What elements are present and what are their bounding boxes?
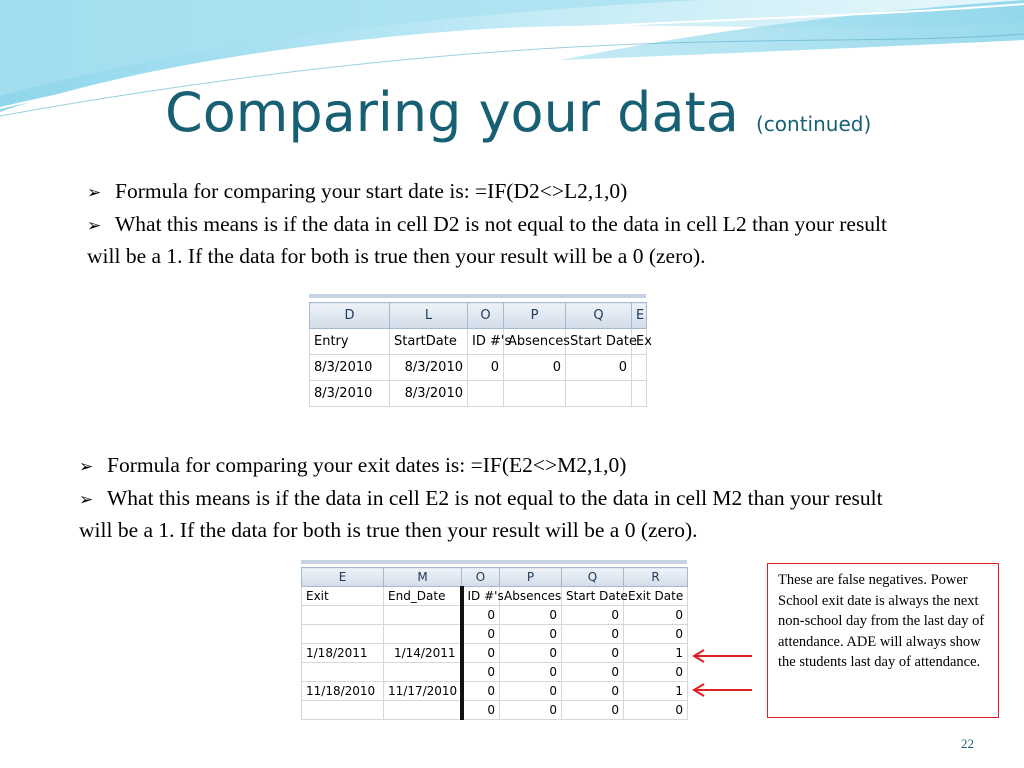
cell[interactable]: 0 — [462, 701, 500, 720]
cell[interactable]: 0 — [500, 625, 562, 644]
arrow-bullet-icon: ➢ — [87, 183, 102, 203]
cell[interactable]: 0 — [624, 625, 688, 644]
table-row — [302, 625, 688, 644]
header-row — [302, 587, 688, 606]
column-letter[interactable]: O — [462, 568, 500, 587]
column-letter-row — [302, 568, 688, 587]
cell[interactable]: 0 — [500, 644, 562, 663]
cell[interactable]: ID #'s — [462, 587, 500, 606]
cell[interactable]: Entry — [310, 329, 390, 355]
column-letter-row — [310, 303, 647, 329]
exit-date-spreadsheet — [301, 567, 688, 720]
cell[interactable]: Exit — [302, 587, 384, 606]
column-letter[interactable]: Q — [562, 568, 624, 587]
arrow-bullet-icon: ➢ — [79, 457, 94, 477]
cell[interactable] — [384, 663, 462, 682]
table-row — [302, 663, 688, 682]
cell[interactable]: 8/3/2010 — [310, 355, 390, 381]
cell[interactable] — [504, 381, 566, 407]
cell[interactable]: 1 — [624, 644, 688, 663]
cell[interactable]: 1/18/2011 — [302, 644, 384, 663]
false-negative-note: These are false negatives. Power School exit date is always the next non-school day from the last day of attendance. ADE will always show the students last day of attendance. — [767, 563, 999, 718]
start-date-spreadsheet — [309, 302, 652, 407]
table-row — [302, 606, 688, 625]
cell[interactable]: ID #'s — [468, 329, 504, 355]
cell[interactable]: 0 — [562, 682, 624, 701]
table-row — [310, 381, 647, 407]
cell[interactable]: End_Date — [384, 587, 462, 606]
cell[interactable] — [468, 381, 504, 407]
cell[interactable]: 0 — [562, 701, 624, 720]
arrow-bullet-icon: ➢ — [87, 215, 102, 236]
column-letter[interactable]: P — [504, 303, 566, 329]
column-letter[interactable]: L — [390, 303, 468, 329]
sheet-top-border — [309, 294, 646, 298]
cell[interactable]: Exit Date — [624, 587, 688, 606]
column-letter[interactable]: M — [384, 568, 462, 587]
cell[interactable]: 0 — [468, 355, 504, 381]
cell[interactable]: StartDate — [390, 329, 468, 355]
page-number: 22 — [961, 736, 974, 751]
cell[interactable]: 1 — [624, 682, 688, 701]
cell[interactable] — [384, 606, 462, 625]
header-row — [310, 329, 647, 355]
cell[interactable]: 0 — [462, 606, 500, 625]
bullet-item — [79, 483, 899, 546]
column-letter[interactable]: D — [310, 303, 390, 329]
start-date-bullets — [87, 176, 907, 272]
cell[interactable]: 8/3/2010 — [390, 381, 468, 407]
bullet-item — [87, 176, 907, 209]
sheet-top-border — [301, 560, 687, 564]
arrow-bullet-icon: ➢ — [79, 489, 94, 510]
cell[interactable]: Start Date — [562, 587, 624, 606]
cell[interactable]: Absences — [504, 329, 566, 355]
cell[interactable]: 11/17/2010 — [384, 682, 462, 701]
cell[interactable]: 0 — [500, 663, 562, 682]
cell[interactable]: 0 — [462, 682, 500, 701]
table-row — [310, 355, 647, 381]
cell[interactable]: 0 — [562, 606, 624, 625]
cell[interactable]: 0 — [500, 682, 562, 701]
bullet-item — [79, 450, 899, 483]
title-continued: (continued) — [755, 112, 872, 136]
cell[interactable]: 0 — [462, 663, 500, 682]
cell[interactable] — [302, 701, 384, 720]
cell[interactable]: Ex — [632, 329, 647, 355]
column-letter[interactable]: E — [632, 303, 647, 329]
cell[interactable]: 0 — [562, 644, 624, 663]
cell[interactable] — [384, 625, 462, 644]
column-letter[interactable]: Q — [566, 303, 632, 329]
table-row — [302, 682, 688, 701]
cell[interactable]: 0 — [500, 606, 562, 625]
bullet-text: Formula for comparing your start date is: =IF(D2<>L2,1,0) — [115, 179, 628, 203]
cell[interactable]: 0 — [462, 644, 500, 663]
cell[interactable]: Start Date — [566, 329, 632, 355]
column-letter[interactable]: R — [624, 568, 688, 587]
cell[interactable]: 0 — [562, 625, 624, 644]
table-row — [302, 644, 688, 663]
red-arrow-icon — [690, 682, 754, 698]
bullet-text: What this means is if the data in cell E2 is not equal to the data in cell M2 than your result will be a 1. If the data for both is true then your result will be a 0 (zero). — [79, 485, 883, 542]
table-row — [302, 701, 688, 720]
cell[interactable] — [632, 355, 647, 381]
cell[interactable]: 0 — [500, 701, 562, 720]
red-arrow-icon — [690, 648, 754, 664]
cell[interactable]: 8/3/2010 — [390, 355, 468, 381]
cell[interactable] — [632, 381, 647, 407]
title-main: Comparing your data — [165, 81, 739, 144]
cell[interactable]: 0 — [624, 663, 688, 682]
column-letter[interactable]: O — [468, 303, 504, 329]
cell[interactable]: 0 — [624, 701, 688, 720]
cell[interactable]: 0 — [504, 355, 566, 381]
bullet-item — [87, 209, 907, 272]
cell[interactable]: 8/3/2010 — [310, 381, 390, 407]
cell[interactable] — [302, 663, 384, 682]
cell[interactable] — [302, 625, 384, 644]
cell[interactable]: Absences — [500, 587, 562, 606]
cell[interactable] — [384, 701, 462, 720]
column-letter[interactable]: E — [302, 568, 384, 587]
cell[interactable]: 0 — [566, 355, 632, 381]
cell[interactable] — [302, 606, 384, 625]
bullet-text: Formula for comparing your exit dates is: =IF(E2<>M2,1,0) — [107, 453, 627, 477]
slide-title — [165, 78, 871, 159]
column-letter[interactable]: P — [500, 568, 562, 587]
cell[interactable]: 11/18/2010 — [302, 682, 384, 701]
bullet-text: What this means is if the data in cell D2 is not equal to the data in cell L2 than your result will be a 1. If the data for both is true then your result will be a 0 (zero). — [87, 211, 888, 268]
cell[interactable]: 1/14/2011 — [384, 644, 462, 663]
exit-date-bullets — [79, 450, 899, 546]
cell[interactable] — [566, 381, 632, 407]
cell[interactable]: 0 — [624, 606, 688, 625]
cell[interactable]: 0 — [462, 625, 500, 644]
cell[interactable]: 0 — [562, 663, 624, 682]
